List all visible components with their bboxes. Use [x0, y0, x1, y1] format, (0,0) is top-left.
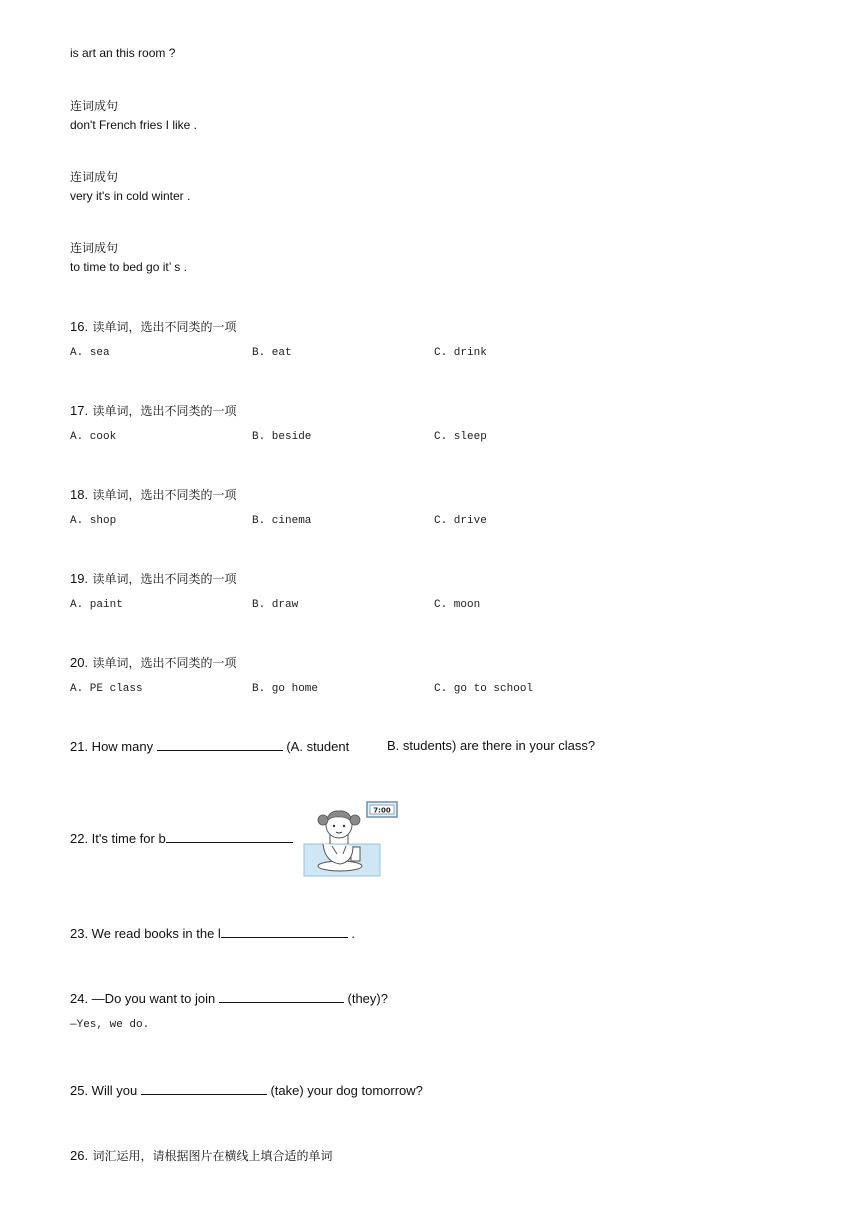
option-a: A. paint — [70, 599, 123, 611]
option-c: C. moon — [434, 599, 481, 611]
question-21 — [70, 738, 349, 754]
option-b: B. beside — [252, 431, 312, 443]
option-b: B. students) are there in your class? — [387, 738, 596, 753]
question-21-stem: 21. How many — [70, 739, 154, 754]
breakfast-girl-illustration — [303, 800, 399, 878]
scramble-text-1: is art an this room ? — [70, 46, 176, 60]
question-18-heading — [70, 486, 237, 504]
question-title: 词汇运用，请根据图片在横线上填合适的单词 — [92, 1149, 333, 1163]
option-a: (A. student — [286, 739, 350, 754]
option-b: B. eat — [252, 347, 292, 359]
answer-blank[interactable] — [166, 830, 293, 843]
option-c: C. sleep — [434, 431, 487, 443]
option-c: C. drive — [434, 515, 487, 527]
question-number: 16. — [70, 319, 89, 334]
question-title: 读单词，选出不同类的一项 — [92, 404, 237, 418]
option-a: A. cook — [70, 431, 117, 443]
option-b: B. go home — [252, 683, 319, 695]
question-25-stem: 25. Will you — [70, 1083, 138, 1098]
option-c: C. drink — [434, 347, 487, 359]
scramble-prompt-4: 连词成句 — [70, 241, 119, 255]
scramble-text-4: to time to bed go it’ s . — [70, 260, 187, 274]
question-title: 读单词，选出不同类的一项 — [92, 656, 237, 670]
option-b: B. draw — [252, 599, 299, 611]
question-title: 读单词，选出不同类的一项 — [92, 320, 237, 334]
question-number: 18. — [70, 487, 89, 502]
scramble-text-2: don't French fries I like . — [70, 118, 198, 132]
question-26-heading — [70, 1147, 333, 1165]
scramble-prompt-2: 连词成句 — [70, 99, 119, 113]
option-a: A. PE class — [70, 683, 143, 695]
question-23 — [70, 925, 355, 941]
clock-time: 7:00 — [373, 806, 391, 815]
question-19-heading — [70, 570, 237, 588]
question-number: 20. — [70, 655, 89, 670]
answer-blank[interactable] — [141, 1082, 267, 1095]
question-16-heading — [70, 318, 237, 336]
option-a: A. shop — [70, 515, 117, 527]
scramble-text-3: very it's in cold winter . — [70, 189, 191, 203]
question-17-heading — [70, 402, 237, 420]
option-b: B. cinema — [252, 515, 312, 527]
question-22-stem: 22. It's time for b — [70, 831, 166, 846]
answer-blank[interactable] — [157, 738, 283, 751]
breakfast-girl-picture — [303, 800, 399, 878]
option-c: C. go to school — [434, 683, 534, 695]
question-title: 读单词，选出不同类的一项 — [92, 488, 237, 502]
question-25 — [70, 1082, 423, 1098]
option-a: A. sea — [70, 347, 110, 359]
question-25-hint: (take) your dog tomorrow? — [270, 1083, 423, 1098]
question-24 — [70, 990, 388, 1006]
question-24-stem: 24. —Do you want to join — [70, 991, 216, 1006]
question-23-end: . — [351, 926, 356, 941]
question-number: 26. — [70, 1148, 89, 1163]
question-24-answer: —Yes, we do. — [70, 1019, 150, 1031]
scramble-prompt-3: 连词成句 — [70, 170, 119, 184]
question-24-hint: (they)? — [347, 991, 388, 1006]
question-title: 读单词，选出不同类的一项 — [92, 572, 237, 586]
question-22 — [70, 830, 293, 846]
answer-blank[interactable] — [221, 925, 348, 938]
question-number: 17. — [70, 403, 89, 418]
question-20-heading — [70, 654, 237, 672]
answer-blank[interactable] — [219, 990, 344, 1003]
question-number: 19. — [70, 571, 89, 586]
question-23-stem: 23. We read books in the l — [70, 926, 221, 941]
